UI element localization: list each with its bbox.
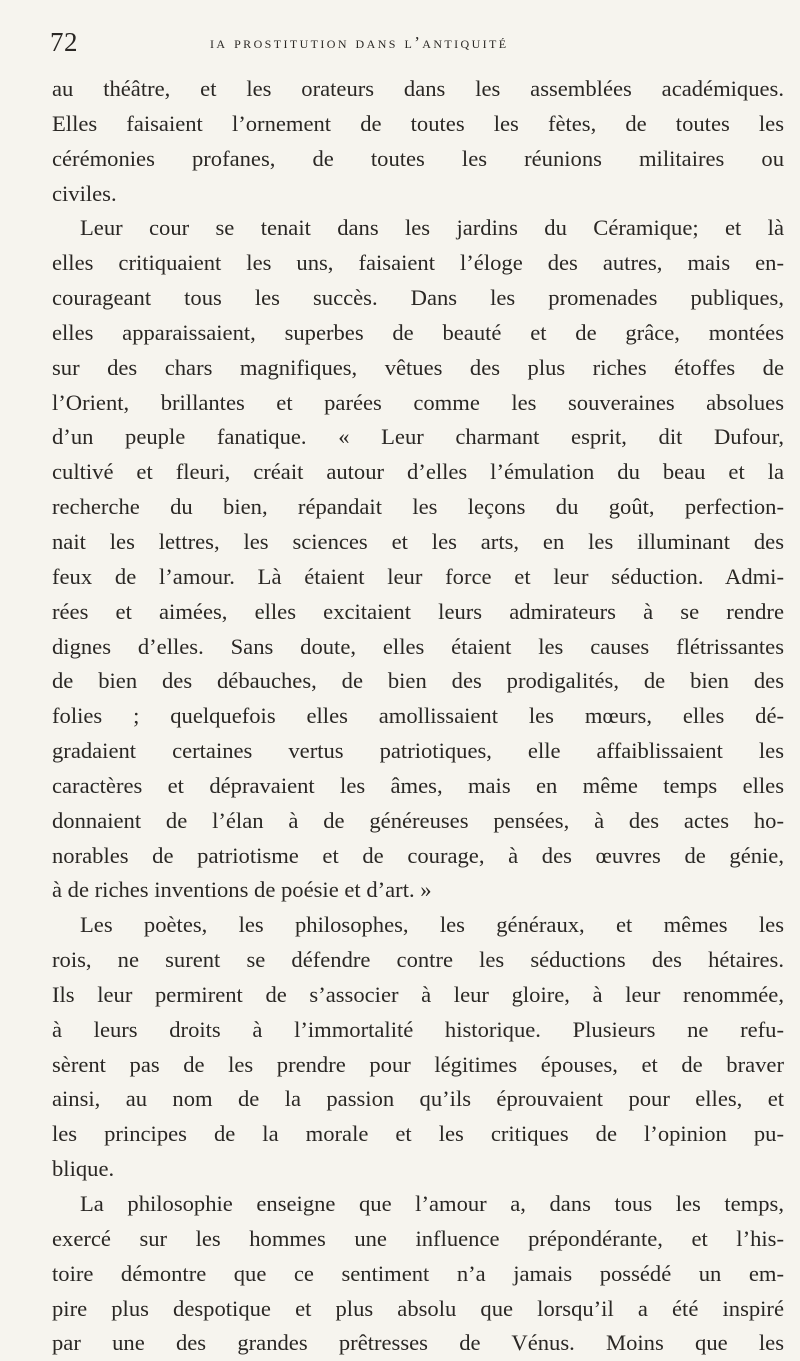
text-line: civiles. bbox=[52, 180, 117, 206]
text-line: elles apparaissaient, superbes de beauté et de grâce, montées bbox=[52, 319, 784, 345]
page-number: 72 bbox=[50, 27, 78, 57]
text-line: dignes d’elles. Sans doute, elles étaient les causes flétrissantes bbox=[52, 633, 784, 659]
text-line: à de riches inventions de poésie et d’art. » bbox=[52, 877, 432, 903]
page-header bbox=[50, 22, 770, 62]
text-line: par une des grandes prêtresses de Vénus. Moins que les bbox=[52, 1330, 784, 1356]
text-line: norables de patriotisme et de courage, à des œuvres de génie, bbox=[52, 842, 784, 868]
text-line: pire plus despotique et plus absolu que lorsqu’il a été inspiré bbox=[52, 1295, 784, 1321]
text-line: d’un peuple fanatique. « Leur charmant esprit, dit Dufour, bbox=[52, 424, 784, 450]
text-line: toire démontre que ce sentiment n’a jamais possédé un em- bbox=[52, 1260, 784, 1286]
text-line: rois, ne surent se défendre contre les séductions des hétaires. bbox=[52, 947, 784, 973]
text-line: de bien des débauches, de bien des prodigalités, de bien des bbox=[52, 668, 784, 694]
text-line: exercé sur les hommes une influence prépondérante, et l’his- bbox=[52, 1225, 784, 1251]
text-line: ainsi, au nom de la passion qu’ils éprouvaient pour elles, et bbox=[52, 1086, 784, 1112]
text-line: l’Orient, brillantes et parées comme les souveraines absolues bbox=[52, 389, 784, 415]
text-line: donnaient de l’élan à de généreuses pensées, à des actes ho- bbox=[52, 807, 784, 833]
text-line: caractères et dépravaient les âmes, mais en même temps elles bbox=[52, 772, 784, 798]
text-line: courageant tous les succès. Dans les promenades publiques, bbox=[52, 285, 784, 311]
text-line: rées et aimées, elles excitaient leurs admirateurs à se rendre bbox=[52, 598, 784, 624]
text-line: au théâtre, et les orateurs dans les assemblées académiques. bbox=[52, 76, 784, 101]
text-line: recherche du bien, répandait les leçons du goût, perfection- bbox=[52, 494, 784, 520]
text-line: cultivé et fleuri, créait autour d’elles l’émulation du beau et la bbox=[52, 459, 784, 485]
text-line: blique. bbox=[52, 1156, 115, 1182]
text-line: sur des chars magnifiques, vêtues des plus riches étoffes de bbox=[52, 354, 784, 380]
text-line: nait les lettres, les sciences et les arts, en les illuminant des bbox=[52, 528, 784, 554]
text-line: Ils leur permirent de s’associer à leur gloire, à leur renommée, bbox=[52, 981, 784, 1007]
text-line: Leur cour se tenait dans les jardins du Céramique; et là bbox=[80, 215, 784, 241]
text-line: La philosophie enseigne que l’amour a, dans tous les temps, bbox=[80, 1191, 784, 1216]
text-line: elles critiquaient les uns, faisaient l’éloge des autres, mais en- bbox=[52, 250, 784, 276]
text-line: Elles faisaient l’ornement de toutes les fètes, de toutes les bbox=[52, 110, 784, 136]
text-line: Les poètes, les philosophes, les généraux, et mêmes les bbox=[80, 912, 784, 938]
text-line: sèrent pas de les prendre pour légitimes épouses, et de braver bbox=[52, 1051, 784, 1077]
text-line: folies ; quelquefois elles amollissaient les mœurs, elles dé- bbox=[52, 703, 784, 729]
text-line: gradaient certaines vertus patriotiques, elle affaiblissaient les bbox=[52, 738, 784, 764]
body-text bbox=[52, 72, 784, 1361]
text-line: cérémonies profanes, de toutes les réunions militaires ou bbox=[52, 145, 784, 171]
text-line: à leurs droits à l’immortalité historique. Plusieurs ne refu- bbox=[52, 1016, 784, 1042]
text-line: feux de l’amour. Là étaient leur force et leur séduction. Admi- bbox=[52, 563, 784, 589]
running-head: ia prostitution dans l’antiquité bbox=[210, 33, 509, 52]
text-line: les principes de la morale et les critiques de l’opinion pu- bbox=[52, 1121, 784, 1147]
